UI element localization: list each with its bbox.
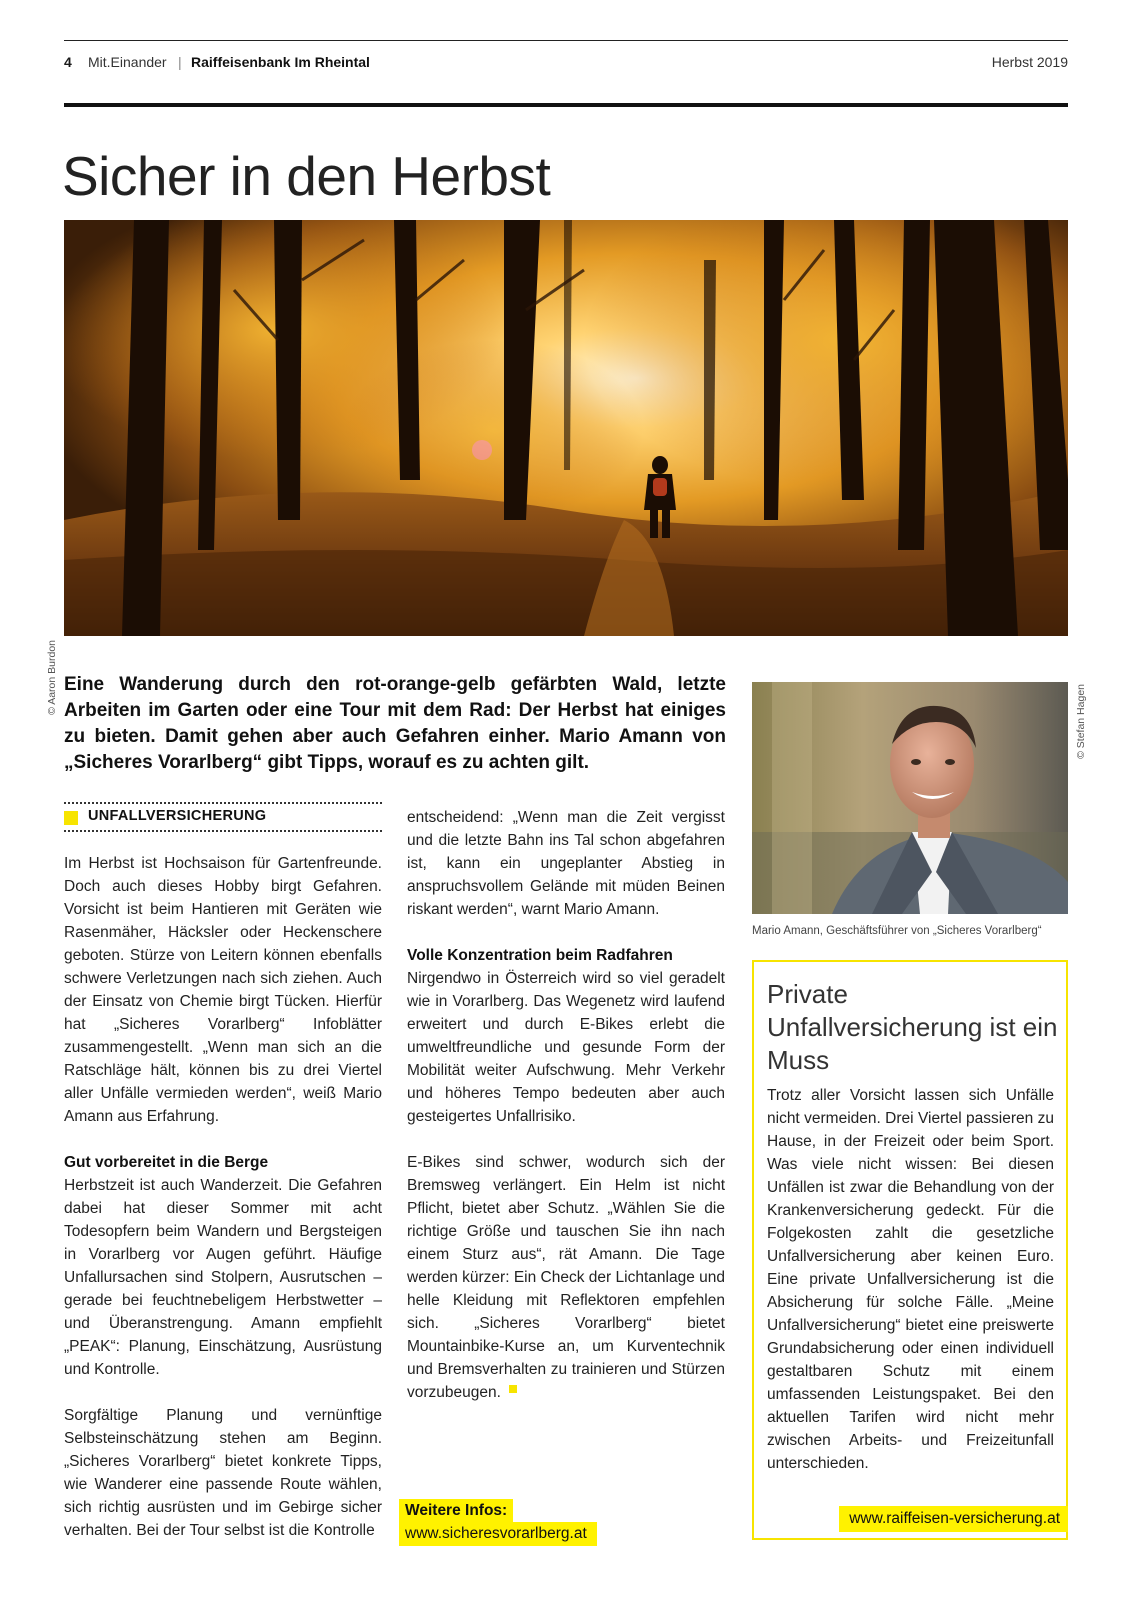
hero-photo-credit: © Aaron Burdon [46,640,58,715]
article-paragraph: Sorgfältige Planung und vernünftige Selbsteinschätzung stehen am Beginn. „Sicheres Vorarlberg“ bietet konkrete Tipps, wie Wanderer eine passende Route wählen, sich richtig ausrüsten und im Gebirge sicher verhalten. Bei der Tour selbst ist die Kontrolle [64,1407,382,1539]
raiffeisen-versicherung-link[interactable]: www.raiffeisen-versicherung.at [839,1506,1068,1532]
page-number: 4 [64,54,72,70]
info-box-title: Private Unfallversicherung ist ein Muss [767,979,1058,1075]
article-column-1 [64,852,382,1542]
portrait-photo-credit: © Stefan Hagen [1075,684,1087,759]
subheading-radfahren: Volle Konzentration beim Radfahren [407,947,673,964]
sicheres-vorarlberg-link[interactable]: www.sicheresvorarlberg.at [399,1522,597,1546]
bank-name: Raiffeisenbank Im Rheintal [191,54,370,70]
section-marker [64,811,78,825]
subheading-berge: Gut vorbereitet in die Berge [64,1154,269,1171]
header-rule [64,103,1068,107]
issue-label: Herbst 2019 [991,54,1068,70]
more-info-label: Weitere Infos: [399,1499,513,1522]
end-mark [509,1385,517,1393]
dotted-divider-top [64,802,382,804]
page-title: Sicher in den Herbst [62,145,551,207]
article-paragraph: Herbstzeit ist auch Wanderzeit. Die Gefahren dabei hat dieser Sommer mit acht Todesopfern beim Wandern und Bergsteigen in Vorarlberg vor Augen geführt. Häufige Unfallursachen sind Stolpern, Ausrutschen – gerade bei feuchtnebeligem Herbstwetter – und Überanstrengung. Amann empfiehlt „PEAK“: Planung, Einschätzung, Ausrüstung und Kontrolle. [64,1177,382,1378]
article-paragraph: Nirgendwo in Österreich wird so viel geradelt wie in Vorarlberg. Das Wegenetz wird laufend erweitert und durch E-Bikes erlebt die umweltfreundliche und gesunde Form der Mobilität weiter Aufschwung. Mehr Verkehr und höheres Tempo bedeuten aber auch gesteigertes Unfallrisiko. [407,970,725,1125]
dotted-divider-bottom [64,830,382,832]
info-box-text: Trotz aller Vorsicht lassen sich Unfälle nicht vermeiden. Drei Viertel passieren zu Hause, in der Freizeit oder beim Sport. Was viele nicht wissen: Bei diesen Unfällen ist zwar die Behandlung von der Krankenversicherung gedeckt. Für die Folgekosten zahlt die gesetzliche Unfallversicherung aber keinen Euro. Eine private Unfallversicherung ist die Absicherung für solche Fälle. „Meine Unfallversicherung“ bietet eine preiswerte Grundabsicherung oder einen individuell gestaltbaren Schutz mit einem umfassenden Leistungspaket. Bei den aktuellen Tarifen wird nicht mehr zwischen Arbeits- und Freizeitunfall unterschieden. [767,1087,1054,1472]
hero-photo [64,220,1068,636]
header-separator: | [178,54,182,70]
portrait-caption: Mario Amann, Geschäftsführer von „Sicheres Vorarlberg“ [752,925,1042,937]
magazine-name: Mit.Einander [88,54,167,70]
article-paragraph: entscheidend: „Wenn man die Zeit vergisst und die letzte Bahn ins Tal schon abgefahren ist, kann ein ungeplanter Abstieg in anspruchsvollem Gelände mit müden Beinen riskant werden“, warnt Mario Amann. [407,809,725,918]
article-paragraph: Im Herbst ist Hochsaison für Gartenfreunde. Doch auch dieses Hobby birgt Gefahren. Vorsicht ist beim Hantieren mit Geräten wie Rasenmäher, Häcksler oder Heckenschere geboten. Stürze von Leitern können ebenfalls schwere Verletzungen nach sich ziehen. Auch der Einsatz von Chemie birgt Tücken. Hierfür hat „Sicheres Vorarlberg“ Infoblätter zusammengestellt. „Wenn man sich an die Ratschläge hält, können bis zu drei Viertel aller Unfälle vermieden werden“, weiß Mario Amann aus Erfahrung. [64,855,382,1125]
section-label: UNFALLVERSICHERUNG [64,808,382,826]
more-info [399,1499,619,1546]
article-paragraph: E-Bikes sind schwer, wodurch sich der Bremsweg verlängert. Ein Helm ist nicht Pflicht, bietet aber Schutz. „Wählen Sie die richtige Größe und tauschen Sie ihn nach einem Sturz aus“, rät Amann. Die Tage werden kürzer: Ein Check der Lichtanlage und helle Kleidung mit Reflektoren empfehlen sich. „Sicheres Vorarlberg“ bietet Mountainbike-Kurse an, um Kurventechnik und Bremsverhalten zu trainieren und Stürzen vorzubeugen. [407,1154,725,1401]
article-column-2 [407,806,725,1404]
portrait-photo [752,682,1068,914]
top-rule [64,40,1068,41]
page-header [64,54,1068,74]
lead-paragraph: Eine Wanderung durch den rot-orange-gelb gefärbten Wald, letzte Arbeiten im Garten oder eine Tour mit dem Rad: Der Herbst hat einiges zu bieten. Damit gehen aber auch Gefahren einher. Mario Amann von „Sicheres Vorarlberg“ gibt Tipps, worauf es zu achten gilt. [64,674,726,773]
